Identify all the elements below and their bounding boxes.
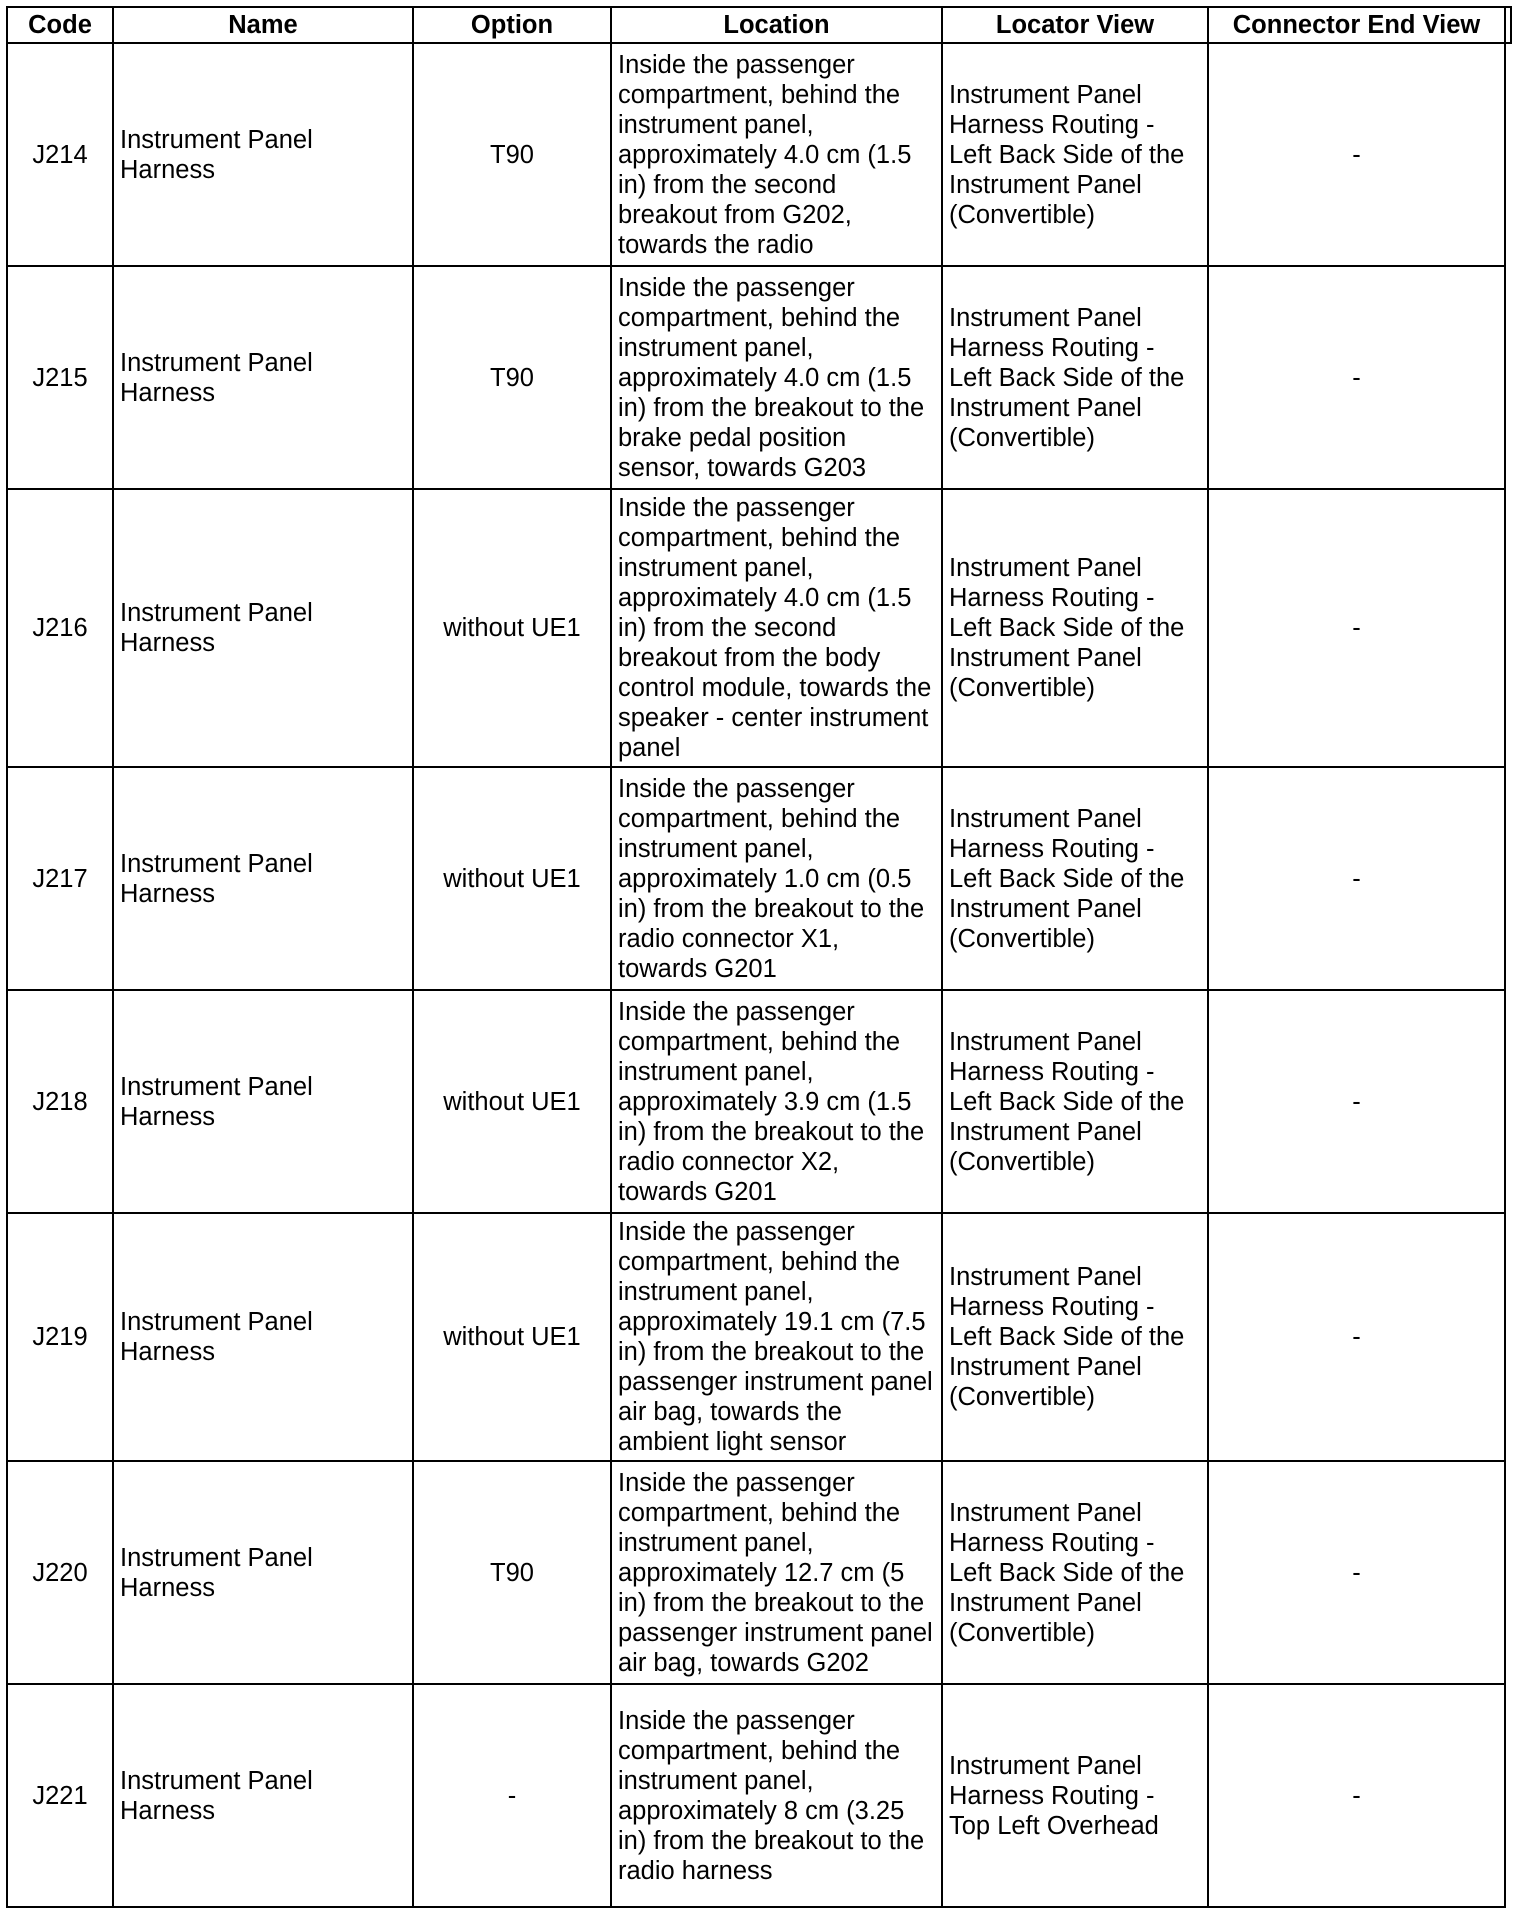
cell-connector-end-view: - [1208,266,1505,489]
cell-locator-view: Instrument Panel Harness Routing - Left Back Side of the Instrument Panel (Convertible) [942,43,1208,266]
cell-option: T90 [413,266,611,489]
header-option: Option [413,7,611,43]
table-edge [1505,1461,1511,1684]
cell-name: Instrument Panel Harness [113,990,413,1213]
cell-option: - [413,1684,611,1907]
cell-connector-end-view: - [1208,767,1505,990]
cell-connector-end-view: - [1208,489,1505,767]
cell-code: J214 [7,43,113,266]
cell-name: Instrument Panel Harness [113,1461,413,1684]
cell-locator-view: Instrument Panel Harness Routing - Left Back Side of the Instrument Panel (Convertible) [942,489,1208,767]
cell-code: J219 [7,1213,113,1461]
table-row [7,266,1511,489]
table-row [7,1684,1511,1907]
table-row [7,1213,1511,1461]
table-row [7,990,1511,1213]
header-code: Code [7,7,113,43]
table-row [7,767,1511,990]
cell-connector-end-view: - [1208,1684,1505,1907]
cell-code: J216 [7,489,113,767]
cell-option: T90 [413,1461,611,1684]
header-location: Location [611,7,942,43]
cell-connector-end-view: - [1208,990,1505,1213]
cell-locator-view: Instrument Panel Harness Routing - Left Back Side of the Instrument Panel (Convertible) [942,1461,1208,1684]
cell-location: Inside the passenger compartment, behind the instrument panel, approximately 1.0 cm (0.5 in) from the breakout to the radio connector X1, towards G201 [611,767,942,990]
cell-option: without UE1 [413,489,611,767]
header-row [7,7,1511,43]
table-edge [1505,43,1511,266]
header-name: Name [113,7,413,43]
cell-connector-end-view: - [1208,1213,1505,1461]
cell-code: J221 [7,1684,113,1907]
cell-name: Instrument Panel Harness [113,1684,413,1907]
cell-option: without UE1 [413,1213,611,1461]
cell-code: J215 [7,266,113,489]
cell-locator-view: Instrument Panel Harness Routing - Left Back Side of the Instrument Panel (Convertible) [942,1213,1208,1461]
table-row [7,489,1511,767]
cell-code: J217 [7,767,113,990]
cell-code: J220 [7,1461,113,1684]
cell-option: without UE1 [413,767,611,990]
table-edge [1505,767,1511,990]
cell-location: Inside the passenger compartment, behind the instrument panel, approximately 3.9 cm (1.5 in) from the breakout to the radio connector X2, towards G201 [611,990,942,1213]
cell-location: Inside the passenger compartment, behind the instrument panel, approximately 4.0 cm (1.5 in) from the breakout to the brake pedal position sensor, towards G203 [611,266,942,489]
table-edge [1505,1213,1511,1461]
table-row [7,43,1511,266]
table-edge [1505,990,1511,1213]
cell-location: Inside the passenger compartment, behind the instrument panel, approximately 4.0 cm (1.5 in) from the second breakout from the body control module, towards the speaker - center instrument panel [611,489,942,767]
table-edge [1505,7,1511,43]
cell-location: Inside the passenger compartment, behind the instrument panel, approximately 4.0 cm (1.5 in) from the second breakout from G202, towards the radio [611,43,942,266]
cell-location: Inside the passenger compartment, behind the instrument panel, approximately 8 cm (3.25 in) from the breakout to the radio harness [611,1684,942,1907]
cell-name: Instrument Panel Harness [113,1213,413,1461]
cell-option: T90 [413,43,611,266]
cell-name: Instrument Panel Harness [113,43,413,266]
cell-name: Instrument Panel Harness [113,266,413,489]
cell-location: Inside the passenger compartment, behind the instrument panel, approximately 12.7 cm (5 in) from the breakout to the passenger instrument panel air bag, towards G202 [611,1461,942,1684]
cell-connector-end-view: - [1208,43,1505,266]
cell-locator-view: Instrument Panel Harness Routing - Left Back Side of the Instrument Panel (Convertible) [942,767,1208,990]
cell-locator-view: Instrument Panel Harness Routing - Left Back Side of the Instrument Panel (Convertible) [942,990,1208,1213]
cell-location: Inside the passenger compartment, behind the instrument panel, approximately 19.1 cm (7.5 in) from the breakout to the passenger instrument panel air bag, towards the ambient light sensor [611,1213,942,1461]
cell-name: Instrument Panel Harness [113,489,413,767]
header-connector-end-view: Connector End View [1208,7,1505,43]
cell-locator-view: Instrument Panel Harness Routing - Top Left Overhead [942,1684,1208,1907]
cell-code: J218 [7,990,113,1213]
cell-name: Instrument Panel Harness [113,767,413,990]
header-locator-view: Locator View [942,7,1208,43]
table-edge [1505,266,1511,489]
table-edge [1505,489,1511,767]
cell-connector-end-view: - [1208,1461,1505,1684]
splice-table [6,6,1512,1908]
cell-locator-view: Instrument Panel Harness Routing - Left Back Side of the Instrument Panel (Convertible) [942,266,1208,489]
table-row [7,1461,1511,1684]
table-edge [1505,1684,1511,1907]
cell-option: without UE1 [413,990,611,1213]
